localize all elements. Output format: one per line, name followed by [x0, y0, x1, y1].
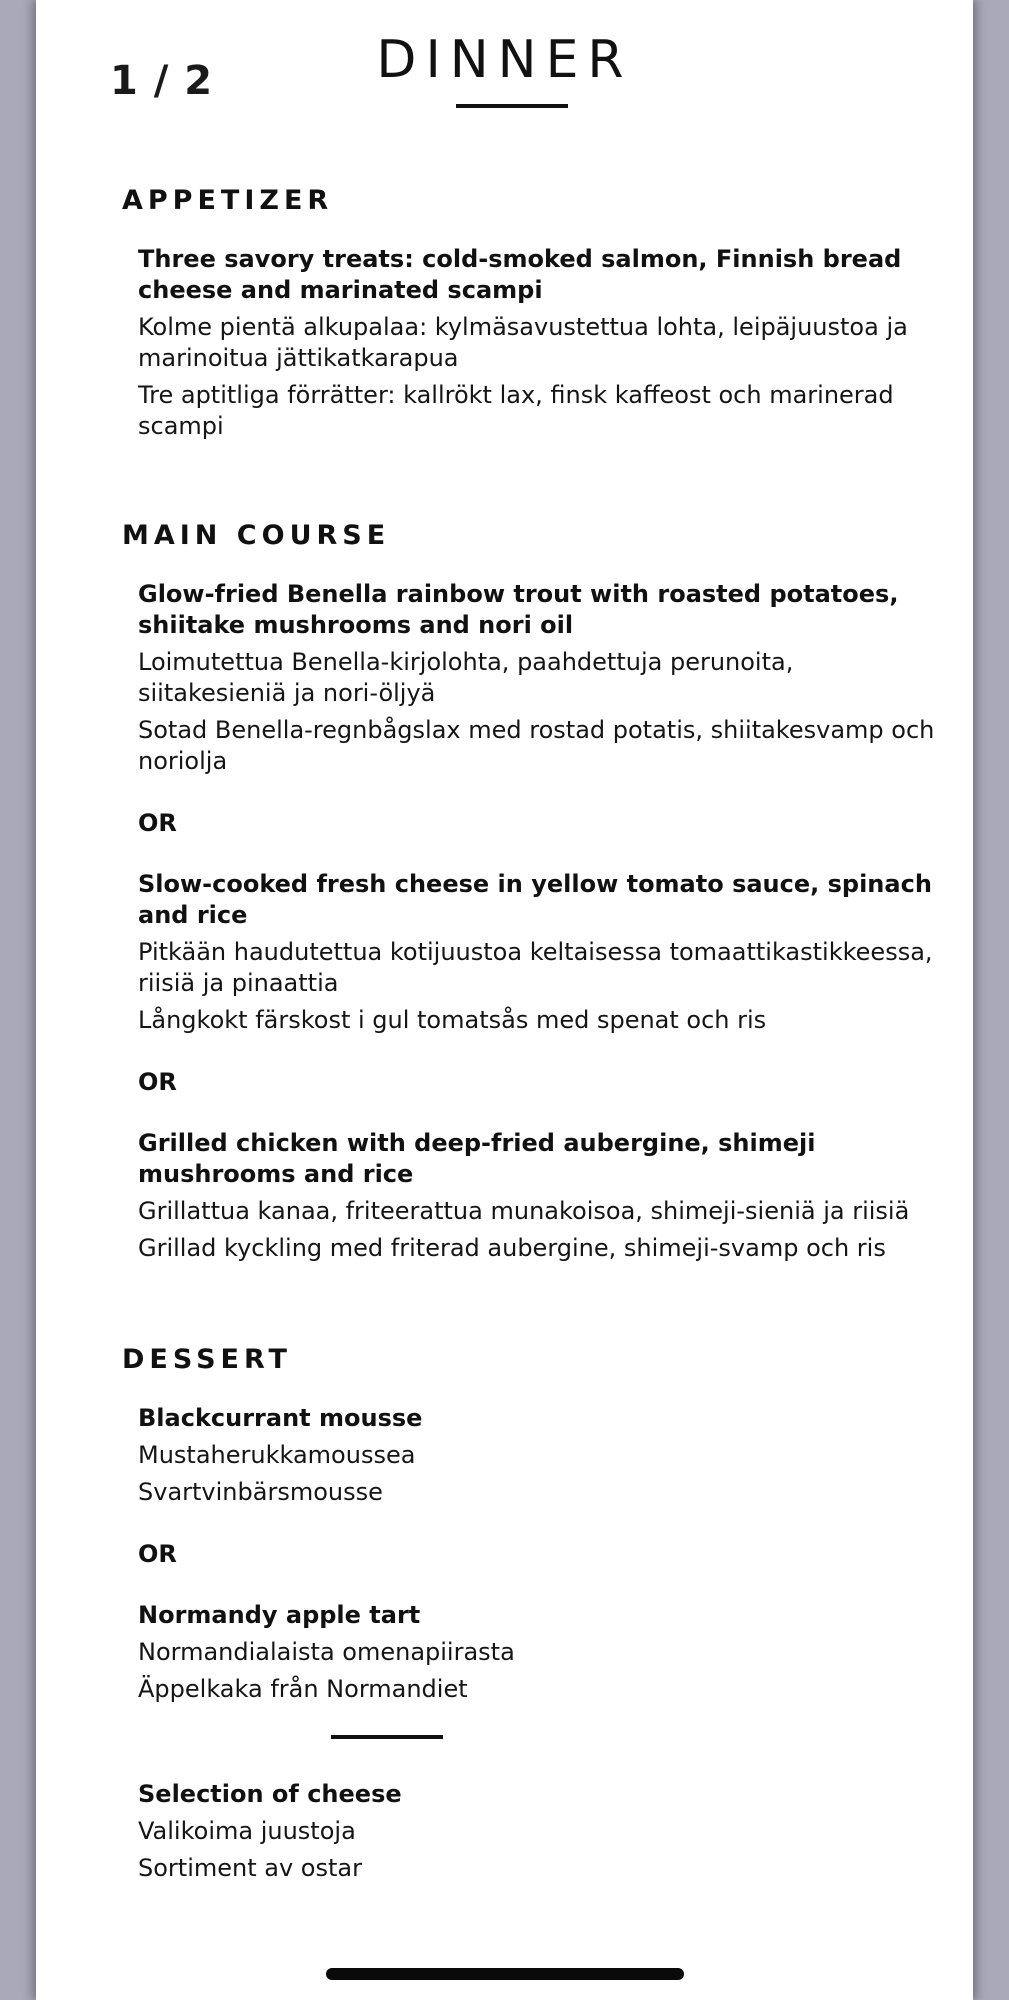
dish-name-sv: Svartvinbärsmousse	[138, 1478, 383, 1506]
section-heading: MAIN COURSE	[122, 520, 391, 551]
home-indicator[interactable]	[326, 1968, 684, 1980]
dish-name-en: Selection of cheese	[138, 1780, 402, 1808]
dish-name-sv: Tre aptitliga förrätter: kallrökt lax, finsk kaffeost och marinerad scampi	[138, 381, 894, 440]
or-separator: OR	[138, 1540, 177, 1568]
dish-name-sv: Grillad kyckling med friterad aubergine, shimeji-svamp och ris	[138, 1234, 886, 1262]
dish-name-en: Normandy apple tart	[138, 1601, 421, 1629]
section-heading: APPETIZER	[122, 185, 334, 216]
section-dessert	[122, 1344, 942, 1884]
dish-item	[138, 1600, 942, 1705]
dish-name-fi: Grillattua kanaa, friteerattua munakoisoa, shimeji-sieniä ja riisiä	[138, 1197, 910, 1225]
dish-item	[138, 244, 942, 442]
dish-name-fi: Normandialaista omenapiirasta	[138, 1638, 515, 1666]
dish-item	[138, 1128, 942, 1264]
menu-content	[122, 185, 942, 1962]
dish-name-sv: Långkokt färskost i gul tomatsås med spenat och ris	[138, 1006, 767, 1034]
section-appetizer	[122, 185, 942, 442]
dish-name-fi: Pitkään haudutettua kotijuustoa keltaisessa tomaattikastikkeessa, riisiä ja pinaattia	[138, 938, 933, 997]
menu-page	[36, 0, 973, 2000]
dish-name-sv: Sortiment av ostar	[138, 1854, 362, 1882]
dish-name-fi: Mustaherukkamoussea	[138, 1441, 416, 1469]
dish-item	[138, 579, 942, 777]
dish-name-en: Three savory treats: cold-smoked salmon, Finnish bread cheese and marinated scampi	[138, 245, 902, 304]
dish-name-sv: Sotad Benella-regnbågslax med rostad potatis, shiitakesvamp och noriolja	[138, 716, 935, 775]
dish-name-en: Grilled chicken with deep-fried aubergine, shimeji mushrooms and rice	[138, 1129, 816, 1188]
dish-name-fi: Valikoima juustoja	[138, 1817, 356, 1845]
dish-name-fi: Kolme pientä alkupalaa: kylmäsavustettua lohta, leipäjuustoa ja marinoitua jättikatkarapua	[138, 313, 908, 372]
dish-item	[138, 869, 942, 1036]
dish-name-fi: Loimutettua Benella-kirjolohta, paahdettuja perunoita, siitakesieniä ja nori-öljyä	[138, 648, 794, 707]
or-separator: OR	[138, 1068, 177, 1096]
divider-rule	[331, 1735, 443, 1739]
page-number: 1 / 2	[110, 58, 214, 104]
title-underline	[456, 104, 568, 108]
dish-name-sv: Äppelkaka från Normandiet	[138, 1675, 468, 1703]
dish-item	[138, 1403, 942, 1508]
dish-name-en: Slow-cooked fresh cheese in yellow tomato sauce, spinach and rice	[138, 870, 932, 929]
dish-item	[138, 1779, 942, 1884]
dish-name-en: Blackcurrant mousse	[138, 1404, 423, 1432]
section-main-course	[122, 520, 942, 1264]
page-title: DINNER	[376, 30, 633, 90]
section-heading: DESSERT	[122, 1344, 292, 1375]
dish-name-en: Glow-fried Benella rainbow trout with roasted potatoes, shiitake mushrooms and nori oil	[138, 580, 899, 639]
or-separator: OR	[138, 809, 177, 837]
